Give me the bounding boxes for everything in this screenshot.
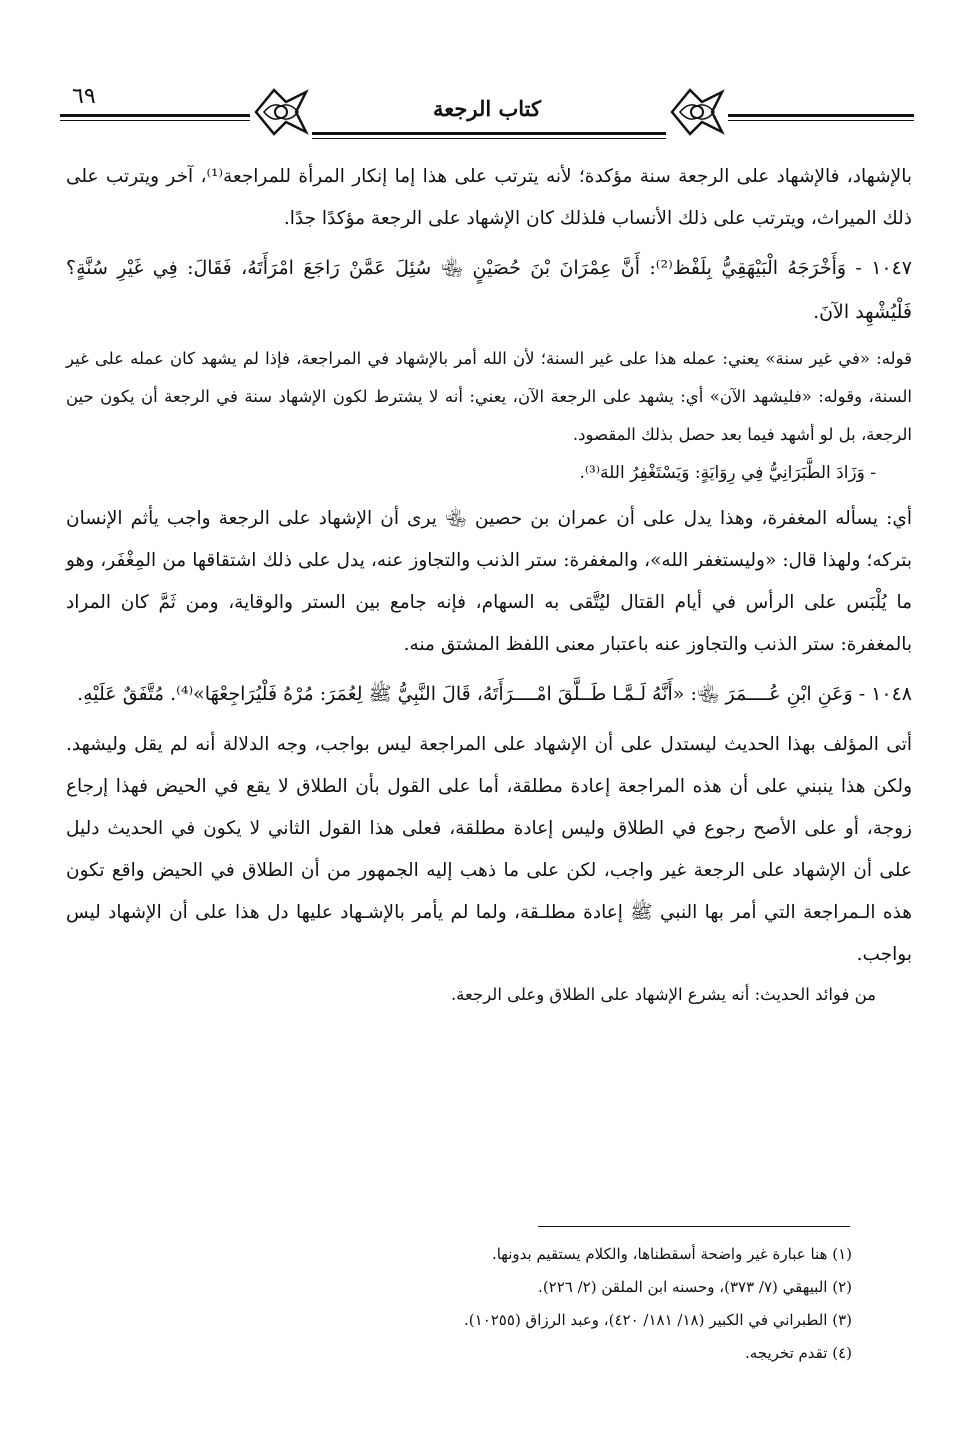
page-title: كتاب الرجعة (432, 96, 541, 121)
commentary-1047: قوله: «في غير سنة» يعني: عمله هذا على غير السنة؛ لأن الله أمر بالإشهاد في المراجعة، فإذا لم يشهد كان عمله على غير السنة، وقوله: «فليشهد الآن» أي: يشهد على الرجعة الآن، يعني: أنه لا يشترط لكون الإشهاد سنة في الرجعة أن يكون حين الرجعة، بل لو أشهد فيما بعد حصل بذلك المقصود. (66, 349, 912, 444)
main-text (66, 156, 912, 1014)
footnote-2: (٢) البيهقي (٧/ ٣٧٣)، وحسنه ابن الملقن (٢/ ٢٢٦). (538, 1278, 852, 1296)
paragraph-maghfira: أي: يسأله المغفرة، وهذا يدل على أن عمران بن حصين ﵄ يرى أن الإشهاد على الرجعة واجب يأثم الإنسان بتركه؛ ولهذا قال: «وليستغفر الله»، والمغفرة: ستر الذنب والتجاوز عنه، يدل على ذلك اشتقاقها من المِغْفَر، وهو ما يُلْبَس على الرأس في أيام القتال ليُتَّقى به السهام، فإنه جامع بين الستر والوقاية، ومن ثَمَّ كان المراد بالمغفرة: ستر الذنب والتجاوز عنه باعتبار معنى اللفظ المشتق منه. (66, 508, 912, 655)
paragraph-intro: بالإشهاد، فالإشهاد على الرجعة سنة مؤكدة؛ لأنه يترتب على هذا إما إنكار المرأة للمراجعة⁽¹⁾، آخر ويترتب على ذلك الميراث، ويترتب على ذلك الأنساب فلذلك كان الإشهاد على الرجعة مؤكدًا جدًا. (66, 166, 912, 229)
tabarani-addition: - وَزَادَ الطَّبَرَانِيُّ فِي رِوَايَةٍ: وَيَسْتَغْفِرُ اللهَ⁽³⁾. (579, 463, 876, 483)
footnote-4: (٤) تقدم تخريجه. (744, 1344, 852, 1362)
header-rule-right-thin (728, 120, 914, 121)
header-rule-middle-thin (312, 138, 666, 139)
header-rule-middle (312, 132, 666, 135)
footnote-divider (538, 1226, 850, 1227)
paragraph-discussion: أتى المؤلف بهذا الحديث ليستدل على أن الإشهاد على المراجعة ليس بواجب، وجه الدلالة أنه لم يقل وليشهد. ولكن هذا ينبني على أن هذه المراجعة إعادة مطلقة، أما على القول بأن الطلاق لا يقع في الحيض فهذا إرجاع زوجة، أو على الأصح رجوع في الطلاق وليس إعادة مطلقة، فعلى هذا القول الثاني لا يكون في الحديث دليل على أن الإشهاد على الرجعة غير واجب، لكن على ما ذهب إليه الجمهور من أن الطلاق في الحيض واقع تكون هذه الـمراجعة التي أمر بها النبي ﷺ إعادة مطلـقة، ولما لم يأمر بالإشـهاد عليها دل هذا على أن الإشهاد ليس بواجب. (66, 734, 912, 965)
hadith-1048: ١٠٤٨ - وَعَنِ ابْنِ عُــــمَرَ ﵄: «أَنَّهُ لَـمَّـا طَــلَّقَ امْــــرَأَتَهُ، قَالَ النَّبِيُّ ﷺ لِعُمَرَ: مُرْهُ فَلْيُرَاجِعْهَا»⁽⁴⁾. مُتَّفَقٌ عَلَيْهِ. (77, 683, 912, 705)
footnotes (300, 1238, 852, 1370)
hadith-1047: ١٠٤٧ - وَأَخْرَجَهُ الْبَيْهَقِيُّ بِلَفْظ⁽²⁾: أَنَّ عِمْرَانَ بْنَ حُصَيْنٍ ﵄ سُئِلَ عَمَّنْ رَاجَعَ امْرَأَتَهُ، فَقَالَ: فِي غَيْرِ سُنَّةٍ؟ فَلْيُشْهِد الآنَ. (66, 257, 913, 323)
left-ornament-icon (250, 84, 312, 140)
footnote-3: (٣) الطبراني في الكبير (١٨/ ١٨١/ ٤٢٠)، وعبد الرزاق (١٠٢٥٥). (464, 1311, 852, 1329)
header-rule-right (728, 114, 914, 117)
page-number: ٦٩ (72, 84, 96, 109)
header-rule-left-thin (60, 120, 250, 121)
footnote-1: (١) هنا عبارة غير واضحة أسقطناها، والكلام يستقيم بدونها. (491, 1245, 852, 1263)
right-ornament-icon (666, 84, 728, 140)
hadith-benefits: من فوائد الحديث: أنه يشرع الإشهاد على الطلاق وعلى الرجعة. (450, 985, 876, 1004)
header-rule-left (60, 114, 250, 117)
page-header (60, 80, 914, 152)
